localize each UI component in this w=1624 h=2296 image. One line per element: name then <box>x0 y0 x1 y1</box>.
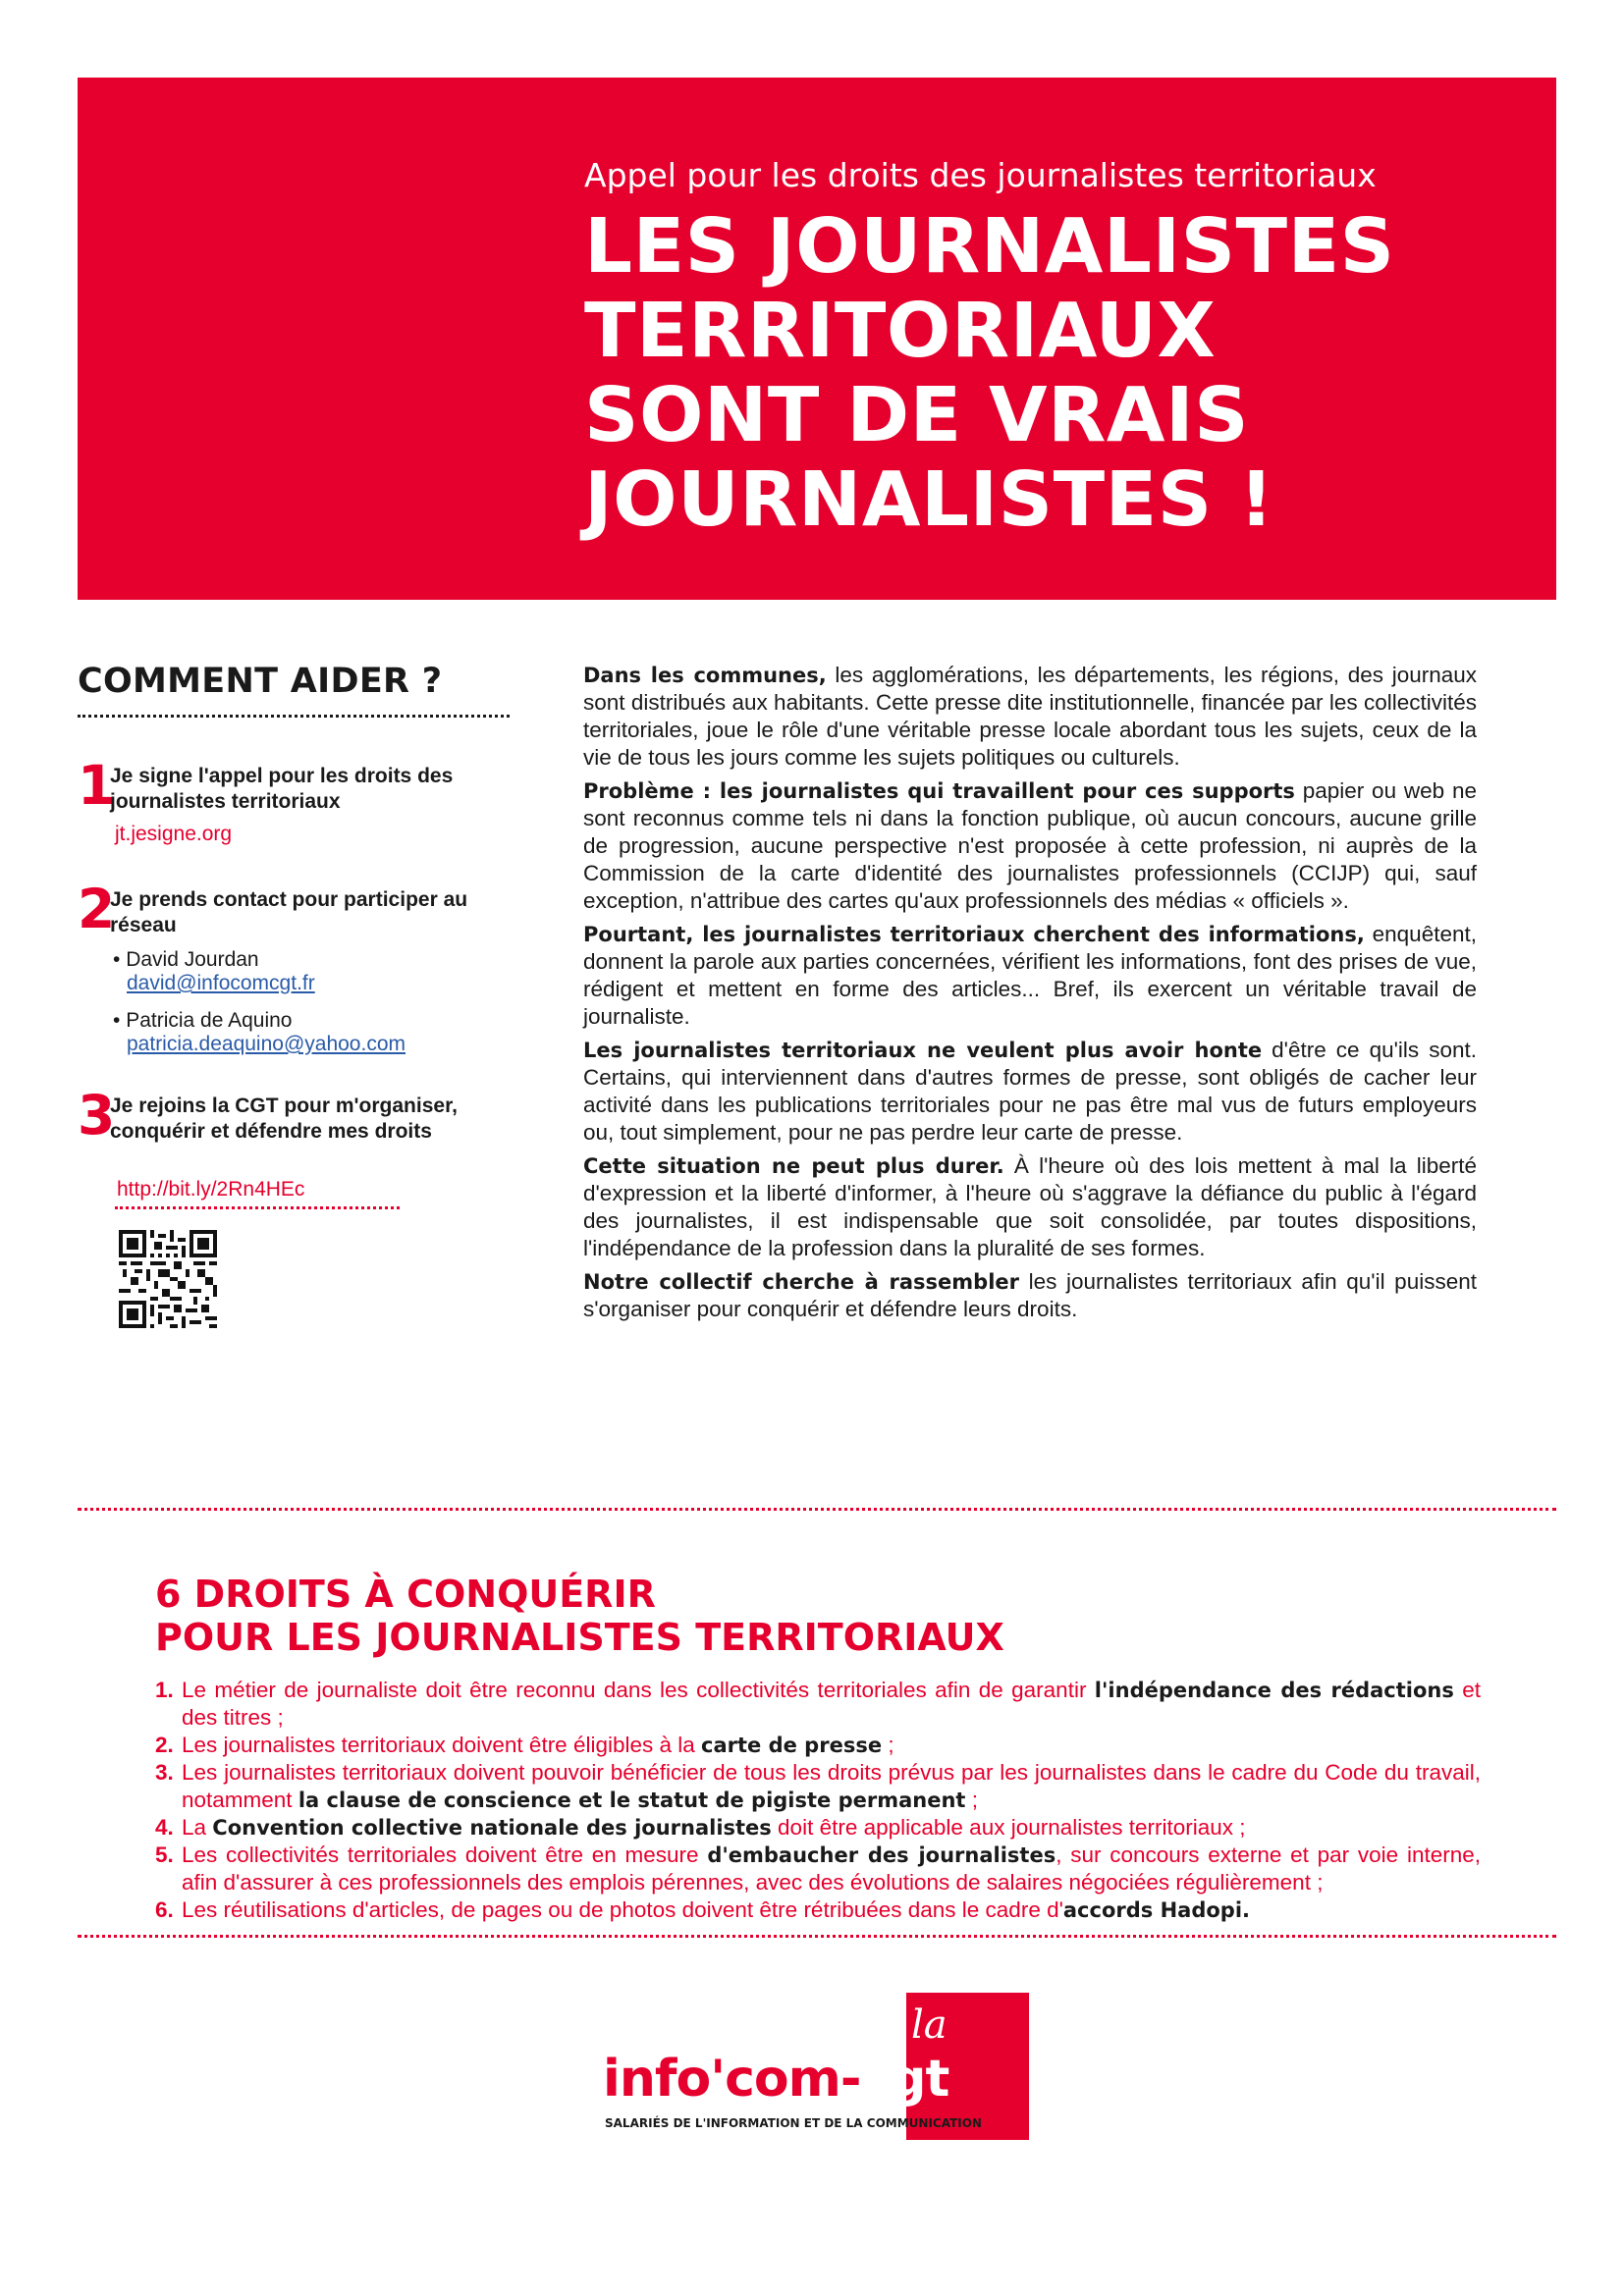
contact-item <box>113 1009 406 1056</box>
logo-brand <box>603 2050 948 2109</box>
contact-email-link[interactable]: david@infocomcgt.fr <box>127 972 315 994</box>
paragraph-lead: Les journalistes territoriaux ne veulent plus avoir honte <box>583 1039 1263 1062</box>
item-text: Les collectivités territoriales doivent être en mesure <box>182 1842 708 1867</box>
rights-item <box>155 1896 1481 1924</box>
paragraph-lead: Dans les communes, <box>583 664 827 687</box>
rights-heading-line: 6 DROITS À CONQUÉRIR <box>155 1573 656 1616</box>
contact-name: David Jourdan <box>126 948 259 971</box>
item-text: ; <box>965 1788 978 1812</box>
item-text: La <box>182 1815 213 1840</box>
banner-title-line: JOURNALISTES ! <box>584 456 1274 544</box>
paragraph-lead: Cette situation ne peut plus durer. <box>583 1154 1004 1178</box>
paragraph-lead: Notre collectif cherche à rassembler <box>583 1270 1019 1294</box>
rights-item <box>155 1842 1481 1896</box>
rights-item <box>155 1759 1481 1814</box>
banner-title-line: TERRITORIAUX <box>584 288 1217 375</box>
item-emphasis: d'embaucher des journalistes <box>707 1843 1056 1867</box>
item-text: Les réutilisations d'articles, de pages ou de photos doivent être rétribuées dans le cadre d' <box>182 1897 1063 1922</box>
banner-title <box>584 205 1527 543</box>
logo-brand-suffix: cgt <box>860 2050 949 2109</box>
item-text: ; <box>882 1733 894 1757</box>
dotted-divider <box>115 1206 400 1209</box>
step-label: Je prends contact pour participer au réseau <box>110 888 468 936</box>
section-divider <box>78 1935 1556 1938</box>
item-text: Les journalistes territoriaux doivent pouvoir bénéficier de tous les droits prévus par les journalistes dans le cadre du Code du travail, notamment <box>182 1760 1481 1812</box>
petition-link[interactable]: jt.jesigne.org <box>115 823 233 845</box>
item-emphasis: Convention collective nationale des journalistes <box>212 1816 772 1840</box>
paragraph-body: les agglomérations, les départements, les régions, des journaux sont distribués aux habitants. Cette presse dite institutionnelle, financée par les collectivités territoriales, joue le rôle d'une véritable presse locale abordant tous les sujets, ceux de la vie de tous les jours comme les sujets politiques ou culturels. <box>583 663 1478 770</box>
item-emphasis: la clause de conscience et le statut de pigiste permanent <box>298 1789 966 1812</box>
rights-item <box>155 1814 1481 1842</box>
paragraph-body: enquêtent, donnent la parole aux parties concernées, vérifient les informations, font des prises de vue, rédigent et mettent en forme des articles... Bref, ils exercent un véritable travail de journaliste. <box>583 922 1477 1029</box>
item-number: 3. <box>155 1760 174 1785</box>
item-text: Le métier de journaliste doit être reconnu dans les collectivités territoriales afin de garantir <box>182 1678 1095 1702</box>
rights-item <box>155 1677 1481 1732</box>
paragraph-body: papier ou web ne sont reconnus comme tels ni dans la fonction publique, où aucun concours, aucune grille de progression, aucune perspective n'est proposée à cette profession, ni auprès de la Commission de la carte d'identité des journalistes professionnels (CCIJP) qui, sauf exception, n'attribue des cartes qu'aux professionnels des médias « officiels ». <box>583 778 1477 913</box>
item-number: 5. <box>155 1842 174 1867</box>
item-emphasis: l'indépendance des rédactions <box>1094 1679 1454 1702</box>
step-label: Je rejoins la CGT pour m'organiser, conquérir et défendre mes droits <box>110 1095 458 1143</box>
rights-list <box>155 1677 1481 1924</box>
paragraph-body: d'être ce qu'ils sont. Certains, qui interviennent dans d'autres formes de presse, sont obligés de cacher leur activité dans les publications territoriales pour ne pas être mal vus de futurs employeurs ou, tout simplement, pour ne pas perdre leur carte de presse. <box>583 1038 1478 1145</box>
rights-heading <box>155 1573 1481 1659</box>
paragraph <box>583 921 1477 1031</box>
paragraph-lead: Pourtant, les journalistes territoriaux cherchent des informations, <box>583 923 1365 946</box>
logo-la-mark: la <box>911 2002 947 2048</box>
paragraph-body: À l'heure où des lois mettent à mal la liberté d'expression et la liberté d'informer, à l'heure où s'aggrave la défiance du public à l'égard des journalistes, il est indispensable que soit consolidée, par toutes dispositions, l'indépendance de la profession dans la pluralité de ses formes. <box>583 1153 1477 1260</box>
item-text: , sur concours externe et par voie interne, afin d'assurer à ces professionnels des emplois pérennes, avec des évolutions de salaires négociées régulièrement ; <box>182 1842 1481 1895</box>
paragraph <box>583 777 1477 915</box>
qr-code-icon[interactable] <box>119 1230 217 1328</box>
logo-brand-prefix: info'com- <box>603 2050 861 2109</box>
paragraph <box>583 662 1477 772</box>
how-to-help-heading: COMMENT AIDER ? <box>78 662 443 701</box>
item-text: doit être applicable aux journalistes territoriaux ; <box>771 1815 1246 1840</box>
step-label: Je signe l'appel pour les droits des journalistes territoriaux <box>110 765 454 813</box>
item-text: et des titres ; <box>182 1678 1481 1730</box>
infocom-cgt-logo <box>599 1993 1031 2150</box>
bullet: • <box>113 1009 121 1032</box>
rights-item <box>155 1732 1481 1759</box>
step-number: 1 <box>78 754 116 817</box>
step-number: 3 <box>78 1084 116 1147</box>
item-number: 6. <box>155 1897 174 1922</box>
paragraph-body: les journalistes territoriaux afin qu'il puissent s'organiser pour conquérir et défendre leurs droits. <box>583 1269 1477 1321</box>
section-divider <box>78 1508 1556 1511</box>
item-text: Les journalistes territoriaux doivent être éligibles à la <box>182 1733 702 1757</box>
contact-name: Patricia de Aquino <box>126 1009 293 1032</box>
paragraph <box>583 1152 1477 1262</box>
rights-section <box>155 1573 1481 1924</box>
contact-item <box>113 948 315 995</box>
banner-title-line: SONT DE VRAIS <box>584 372 1250 459</box>
dotted-divider <box>78 715 510 718</box>
paragraph <box>583 1268 1477 1323</box>
paragraph <box>583 1037 1477 1147</box>
logo-tagline: SALARIÉS DE L'INFORMATION ET DE LA COMMUNICATION <box>605 2116 982 2130</box>
item-number: 2. <box>155 1733 174 1757</box>
rights-heading-line: POUR LES JOURNALISTES TERRITORIAUX <box>155 1616 1004 1659</box>
cgt-join-link[interactable]: http://bit.ly/2Rn4HEc <box>117 1178 305 1201</box>
step-number: 2 <box>78 878 116 940</box>
banner-title-line: LES JOURNALISTES <box>584 203 1395 291</box>
main-text <box>583 662 1477 1329</box>
item-emphasis: carte de presse <box>701 1734 883 1757</box>
how-to-help <box>78 662 510 1201</box>
contact-email-link[interactable]: patricia.deaquino@yahoo.com <box>127 1033 406 1055</box>
paragraph-lead: Problème : les journalistes qui travaillent pour ces supports <box>583 779 1295 803</box>
item-number: 4. <box>155 1815 174 1840</box>
bullet: • <box>113 948 121 971</box>
banner-subtitle: Appel pour les droits des journalistes territoriaux <box>584 156 1377 194</box>
item-number: 1. <box>155 1678 174 1702</box>
item-emphasis: accords Hadopi. <box>1062 1898 1250 1922</box>
header-banner <box>78 78 1556 600</box>
